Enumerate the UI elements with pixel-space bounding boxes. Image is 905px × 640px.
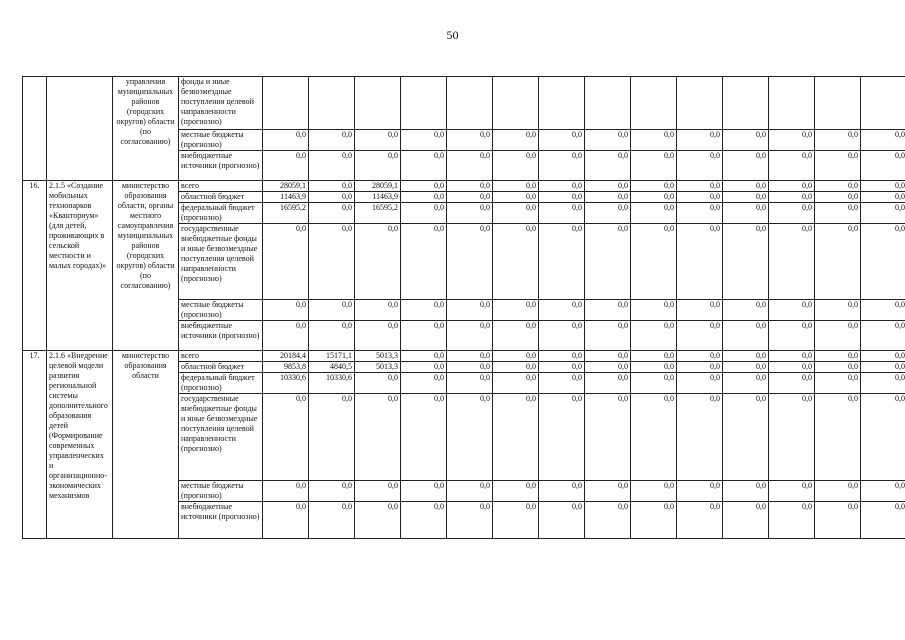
value-cell: 0,0 bbox=[493, 192, 539, 203]
value-cell: 0,0 bbox=[815, 151, 861, 181]
value-cell: 0,0 bbox=[631, 362, 677, 373]
value-cell: 0,0 bbox=[631, 300, 677, 321]
value-cell: 0,0 bbox=[815, 181, 861, 192]
value-cell bbox=[447, 77, 493, 130]
value-cell: 5013,3 bbox=[355, 362, 401, 373]
value-cell: 15171,1 bbox=[309, 351, 355, 362]
value-cell: 20184,4 bbox=[263, 351, 309, 362]
table-body bbox=[23, 77, 905, 539]
value-cell: 0,0 bbox=[677, 502, 723, 539]
value-cell: 0,0 bbox=[769, 362, 815, 373]
value-cell: 0,0 bbox=[585, 224, 631, 300]
value-cell: 0,0 bbox=[309, 300, 355, 321]
value-cell: 0,0 bbox=[631, 351, 677, 362]
value-cell: 0,0 bbox=[585, 351, 631, 362]
value-cell: 0,0 bbox=[815, 351, 861, 362]
executor-cell: министерство образования области bbox=[113, 351, 179, 539]
executor-cell: министерство образования области, органы местного самоуправления муниципальных районов (городских округов) области (по согласованию) bbox=[113, 181, 179, 351]
value-cell: 0,0 bbox=[539, 321, 585, 351]
value-cell: 0,0 bbox=[447, 224, 493, 300]
event-name-cell: 2.1.6 «Внедрение целевой модели развития региональной системы дополнительного образования детей (Формирование современных управленческих и организационно-экономических механизмов bbox=[47, 351, 113, 539]
value-cell: 0,0 bbox=[815, 481, 861, 502]
value-cell: 28059,1 bbox=[355, 181, 401, 192]
value-cell: 0,0 bbox=[631, 373, 677, 394]
value-cell bbox=[815, 77, 861, 130]
value-cell bbox=[677, 77, 723, 130]
value-cell: 0,0 bbox=[263, 394, 309, 481]
value-cell bbox=[539, 77, 585, 130]
value-cell: 0,0 bbox=[815, 362, 861, 373]
row-number-cell bbox=[23, 77, 47, 181]
value-cell: 0,0 bbox=[263, 502, 309, 539]
value-cell: 0,0 bbox=[769, 181, 815, 192]
value-cell: 0,0 bbox=[493, 502, 539, 539]
value-cell: 0,0 bbox=[309, 181, 355, 192]
value-cell: 10330,6 bbox=[263, 373, 309, 394]
value-cell: 0,0 bbox=[723, 300, 769, 321]
value-cell: 0,0 bbox=[815, 203, 861, 224]
source-cell: внебюджетные источники (прогнозно) bbox=[179, 502, 263, 539]
value-cell: 0,0 bbox=[861, 192, 905, 203]
value-cell: 0,0 bbox=[263, 224, 309, 300]
value-cell: 0,0 bbox=[539, 373, 585, 394]
value-cell: 0,0 bbox=[539, 130, 585, 151]
value-cell: 0,0 bbox=[631, 224, 677, 300]
value-cell: 0,0 bbox=[677, 321, 723, 351]
value-cell: 0,0 bbox=[309, 130, 355, 151]
value-cell bbox=[263, 77, 309, 130]
value-cell: 0,0 bbox=[401, 224, 447, 300]
source-cell: фонды и иные безвозмездные поступления целевой направленности (прогнозно) bbox=[179, 77, 263, 130]
value-cell: 0,0 bbox=[447, 181, 493, 192]
value-cell: 0,0 bbox=[677, 181, 723, 192]
value-cell: 0,0 bbox=[723, 373, 769, 394]
value-cell: 0,0 bbox=[539, 362, 585, 373]
value-cell: 0,0 bbox=[585, 321, 631, 351]
value-cell: 28059,1 bbox=[263, 181, 309, 192]
value-cell: 0,0 bbox=[447, 362, 493, 373]
value-cell: 0,0 bbox=[861, 181, 905, 192]
value-cell: 0,0 bbox=[723, 321, 769, 351]
value-cell: 0,0 bbox=[815, 224, 861, 300]
value-cell: 0,0 bbox=[861, 362, 905, 373]
value-cell: 0,0 bbox=[861, 394, 905, 481]
value-cell: 0,0 bbox=[401, 181, 447, 192]
value-cell: 0,0 bbox=[631, 151, 677, 181]
source-cell: федеральный бюджет (прогнозно) bbox=[179, 203, 263, 224]
value-cell: 0,0 bbox=[631, 203, 677, 224]
value-cell: 0,0 bbox=[861, 300, 905, 321]
value-cell: 0,0 bbox=[539, 351, 585, 362]
value-cell: 0,0 bbox=[447, 481, 493, 502]
source-cell: местные бюджеты (прогнозно) bbox=[179, 300, 263, 321]
value-cell: 0,0 bbox=[493, 362, 539, 373]
table-row bbox=[23, 77, 905, 130]
value-cell: 0,0 bbox=[815, 130, 861, 151]
value-cell: 0,0 bbox=[447, 192, 493, 203]
value-cell: 9853,8 bbox=[263, 362, 309, 373]
source-cell: областной бюджет bbox=[179, 362, 263, 373]
value-cell: 0,0 bbox=[493, 321, 539, 351]
value-cell: 0,0 bbox=[401, 321, 447, 351]
value-cell: 0,0 bbox=[309, 394, 355, 481]
value-cell: 11463,9 bbox=[355, 192, 401, 203]
source-cell: всего bbox=[179, 351, 263, 362]
value-cell: 0,0 bbox=[401, 502, 447, 539]
value-cell: 0,0 bbox=[539, 224, 585, 300]
value-cell: 0,0 bbox=[861, 481, 905, 502]
value-cell: 0,0 bbox=[447, 300, 493, 321]
source-cell: внебюджетные источники (прогнозно) bbox=[179, 321, 263, 351]
value-cell: 0,0 bbox=[355, 394, 401, 481]
source-cell: всего bbox=[179, 181, 263, 192]
value-cell: 0,0 bbox=[263, 151, 309, 181]
value-cell: 0,0 bbox=[309, 192, 355, 203]
value-cell: 0,0 bbox=[401, 481, 447, 502]
value-cell: 0,0 bbox=[263, 321, 309, 351]
value-cell: 0,0 bbox=[861, 224, 905, 300]
value-cell: 0,0 bbox=[585, 300, 631, 321]
value-cell: 0,0 bbox=[585, 181, 631, 192]
value-cell: 0,0 bbox=[447, 394, 493, 481]
value-cell: 0,0 bbox=[447, 151, 493, 181]
value-cell: 0,0 bbox=[355, 151, 401, 181]
value-cell: 0,0 bbox=[677, 224, 723, 300]
value-cell: 0,0 bbox=[539, 192, 585, 203]
value-cell: 10330,6 bbox=[309, 373, 355, 394]
value-cell: 0,0 bbox=[861, 373, 905, 394]
value-cell: 0,0 bbox=[309, 481, 355, 502]
source-cell: государственные внебюджетные фонды и иные безвозмездные поступления целевой направленности (прогнозно) bbox=[179, 224, 263, 300]
value-cell: 0,0 bbox=[631, 321, 677, 351]
source-cell: внебюджетные источники (прогнозно) bbox=[179, 151, 263, 181]
value-cell: 0,0 bbox=[861, 151, 905, 181]
value-cell: 0,0 bbox=[355, 373, 401, 394]
value-cell: 0,0 bbox=[861, 502, 905, 539]
value-cell: 0,0 bbox=[585, 362, 631, 373]
value-cell: 0,0 bbox=[677, 203, 723, 224]
value-cell: 0,0 bbox=[447, 130, 493, 151]
value-cell bbox=[769, 77, 815, 130]
value-cell: 0,0 bbox=[815, 300, 861, 321]
value-cell: 0,0 bbox=[309, 203, 355, 224]
value-cell: 16595,2 bbox=[355, 203, 401, 224]
row-number-cell: 16. bbox=[23, 181, 47, 351]
value-cell bbox=[401, 77, 447, 130]
value-cell: 0,0 bbox=[815, 394, 861, 481]
value-cell: 0,0 bbox=[493, 351, 539, 362]
value-cell: 0,0 bbox=[401, 192, 447, 203]
value-cell: 0,0 bbox=[677, 130, 723, 151]
value-cell: 0,0 bbox=[355, 300, 401, 321]
value-cell: 0,0 bbox=[723, 502, 769, 539]
value-cell: 0,0 bbox=[447, 373, 493, 394]
value-cell: 0,0 bbox=[355, 502, 401, 539]
value-cell: 0,0 bbox=[769, 394, 815, 481]
source-cell: местные бюджеты (прогнозно) bbox=[179, 481, 263, 502]
value-cell: 0,0 bbox=[723, 192, 769, 203]
value-cell bbox=[309, 77, 355, 130]
value-cell: 0,0 bbox=[677, 362, 723, 373]
value-cell: 0,0 bbox=[815, 373, 861, 394]
value-cell: 0,0 bbox=[631, 130, 677, 151]
value-cell: 0,0 bbox=[723, 351, 769, 362]
value-cell: 0,0 bbox=[585, 203, 631, 224]
value-cell: 0,0 bbox=[309, 502, 355, 539]
value-cell: 0,0 bbox=[861, 351, 905, 362]
value-cell: 0,0 bbox=[861, 130, 905, 151]
value-cell: 0,0 bbox=[769, 373, 815, 394]
value-cell: 0,0 bbox=[585, 481, 631, 502]
value-cell: 0,0 bbox=[493, 181, 539, 192]
value-cell bbox=[861, 77, 905, 130]
value-cell: 0,0 bbox=[493, 224, 539, 300]
value-cell: 0,0 bbox=[539, 300, 585, 321]
value-cell bbox=[493, 77, 539, 130]
source-cell: федеральный бюджет (прогнозно) bbox=[179, 373, 263, 394]
table-row bbox=[23, 351, 905, 362]
value-cell: 0,0 bbox=[631, 192, 677, 203]
event-name-cell bbox=[47, 77, 113, 181]
value-cell bbox=[631, 77, 677, 130]
value-cell: 0,0 bbox=[263, 130, 309, 151]
value-cell: 0,0 bbox=[631, 481, 677, 502]
value-cell: 16595,2 bbox=[263, 203, 309, 224]
value-cell: 0,0 bbox=[355, 321, 401, 351]
value-cell: 0,0 bbox=[447, 351, 493, 362]
value-cell: 0,0 bbox=[585, 130, 631, 151]
value-cell: 0,0 bbox=[355, 224, 401, 300]
value-cell: 0,0 bbox=[493, 373, 539, 394]
value-cell: 0,0 bbox=[539, 502, 585, 539]
value-cell: 0,0 bbox=[493, 203, 539, 224]
value-cell: 0,0 bbox=[723, 130, 769, 151]
value-cell: 0,0 bbox=[769, 192, 815, 203]
executor-cell: управления муниципальных районов (городских округов) области (по согласованию) bbox=[113, 77, 179, 181]
value-cell: 0,0 bbox=[861, 203, 905, 224]
value-cell: 0,0 bbox=[677, 394, 723, 481]
value-cell: 0,0 bbox=[723, 203, 769, 224]
value-cell: 0,0 bbox=[677, 481, 723, 502]
row-number-cell: 17. bbox=[23, 351, 47, 539]
value-cell: 0,0 bbox=[769, 300, 815, 321]
value-cell: 0,0 bbox=[263, 300, 309, 321]
source-cell: местные бюджеты (прогнозно) bbox=[179, 130, 263, 151]
value-cell: 4840,5 bbox=[309, 362, 355, 373]
value-cell: 0,0 bbox=[539, 394, 585, 481]
value-cell: 0,0 bbox=[815, 321, 861, 351]
value-cell: 0,0 bbox=[769, 481, 815, 502]
value-cell: 11463,9 bbox=[263, 192, 309, 203]
value-cell: 0,0 bbox=[723, 151, 769, 181]
value-cell: 0,0 bbox=[585, 373, 631, 394]
value-cell: 0,0 bbox=[447, 203, 493, 224]
value-cell: 5013,3 bbox=[355, 351, 401, 362]
value-cell: 0,0 bbox=[309, 151, 355, 181]
value-cell: 0,0 bbox=[493, 151, 539, 181]
value-cell: 0,0 bbox=[539, 203, 585, 224]
value-cell: 0,0 bbox=[493, 481, 539, 502]
value-cell: 0,0 bbox=[769, 224, 815, 300]
value-cell: 0,0 bbox=[401, 300, 447, 321]
value-cell: 0,0 bbox=[585, 192, 631, 203]
table-row bbox=[23, 181, 905, 192]
value-cell: 0,0 bbox=[539, 151, 585, 181]
value-cell: 0,0 bbox=[677, 192, 723, 203]
page-number: 50 bbox=[446, 28, 459, 42]
value-cell: 0,0 bbox=[309, 224, 355, 300]
value-cell: 0,0 bbox=[263, 481, 309, 502]
value-cell: 0,0 bbox=[769, 351, 815, 362]
value-cell: 0,0 bbox=[815, 192, 861, 203]
value-cell: 0,0 bbox=[355, 481, 401, 502]
value-cell: 0,0 bbox=[631, 502, 677, 539]
value-cell: 0,0 bbox=[723, 224, 769, 300]
value-cell: 0,0 bbox=[401, 362, 447, 373]
value-cell bbox=[585, 77, 631, 130]
value-cell: 0,0 bbox=[539, 481, 585, 502]
value-cell: 0,0 bbox=[401, 203, 447, 224]
value-cell: 0,0 bbox=[539, 181, 585, 192]
value-cell: 0,0 bbox=[769, 151, 815, 181]
value-cell: 0,0 bbox=[769, 130, 815, 151]
value-cell: 0,0 bbox=[631, 394, 677, 481]
source-cell: областной бюджет bbox=[179, 192, 263, 203]
value-cell: 0,0 bbox=[401, 394, 447, 481]
value-cell: 0,0 bbox=[815, 502, 861, 539]
value-cell: 0,0 bbox=[585, 151, 631, 181]
budget-table bbox=[22, 76, 905, 539]
value-cell: 0,0 bbox=[493, 300, 539, 321]
value-cell: 0,0 bbox=[447, 321, 493, 351]
value-cell: 0,0 bbox=[723, 181, 769, 192]
value-cell: 0,0 bbox=[585, 502, 631, 539]
value-cell: 0,0 bbox=[723, 362, 769, 373]
value-cell bbox=[723, 77, 769, 130]
value-cell: 0,0 bbox=[769, 502, 815, 539]
value-cell: 0,0 bbox=[677, 373, 723, 394]
value-cell: 0,0 bbox=[723, 394, 769, 481]
value-cell: 0,0 bbox=[401, 351, 447, 362]
source-cell: государственные внебюджетные фонды и иные безвозмездные поступления целевой направленности (прогнозно) bbox=[179, 394, 263, 481]
value-cell: 0,0 bbox=[769, 321, 815, 351]
value-cell bbox=[355, 77, 401, 130]
value-cell: 0,0 bbox=[493, 130, 539, 151]
value-cell: 0,0 bbox=[309, 321, 355, 351]
value-cell: 0,0 bbox=[401, 373, 447, 394]
value-cell: 0,0 bbox=[769, 203, 815, 224]
value-cell: 0,0 bbox=[355, 130, 401, 151]
value-cell: 0,0 bbox=[585, 394, 631, 481]
value-cell: 0,0 bbox=[401, 130, 447, 151]
value-cell: 0,0 bbox=[493, 394, 539, 481]
value-cell: 0,0 bbox=[861, 321, 905, 351]
value-cell: 0,0 bbox=[631, 181, 677, 192]
value-cell: 0,0 bbox=[723, 481, 769, 502]
value-cell: 0,0 bbox=[401, 151, 447, 181]
value-cell: 0,0 bbox=[677, 151, 723, 181]
value-cell: 0,0 bbox=[677, 351, 723, 362]
value-cell: 0,0 bbox=[447, 502, 493, 539]
event-name-cell: 2.1.5 «Создание мобильных технопарков «Кванториум» (для детей, проживающих в сельской местности и малых городах)» bbox=[47, 181, 113, 351]
value-cell: 0,0 bbox=[677, 300, 723, 321]
